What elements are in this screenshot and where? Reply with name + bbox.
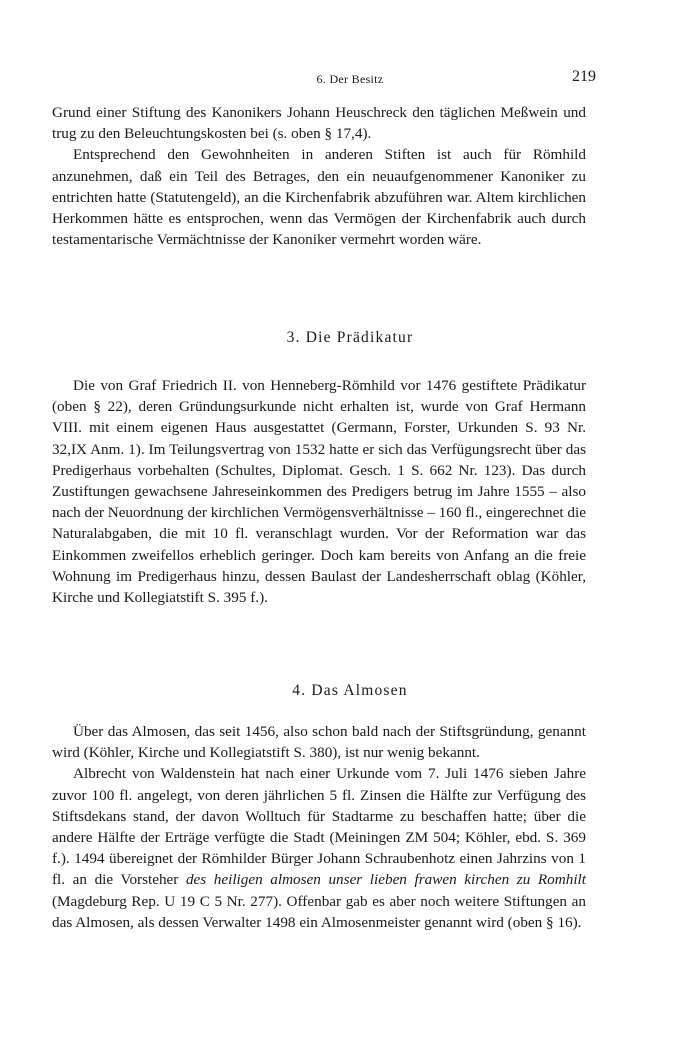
running-title: 6. Der Besitz (316, 72, 384, 86)
paragraph-praedikatur: Die von Graf Friedrich II. von Henneberg-Römhild vor 1476 gestiftete Prädikatur (oben § 22), deren Gründungsurkunde nicht erhalten ist, wurde von Graf Hermann VIII. mit einem eigenen Haus ausgestattet (Germann, Forster, Urkunden S. 93 Nr. 32,IX Anm. 1). Im Teilungsvertrag von 1532 hatte er sich das Verfügungsrecht über das Predigerhaus vorbehalten (Schultes, Diplomat. Gesch. 1 S. 662 Nr. 123). Das durch Zustiftungen gewachsene Jahreseinkommen des Predigers betrug im Jahre 1555 – also nach der Neuordnung der kirchlichen Vermögensverhältnisse – 160 fl., eingerechnet die Naturalabgaben, die mit 10 fl. veranschlagt wurden. Vor der Reformation war das Einkommen zweifellos erheblich geringer. Doch kam bereits von Anfang an die freie Wohnung im Predigerhaus hinzu, dessen Baulast der Landesherrschaft oblag (Köhler, Kirche und Kollegiatstift S. 395 f.). (52, 377, 586, 607)
paragraph-almosen-intro: Über das Almosen, das seit 1456, also schon bald nach der Stiftsgründung, genannt wird (Köhler, Kirche und Kollegiatstift S. 380), ist nur wenig bekannt. (52, 723, 586, 762)
italic-quotation: des heiligen almosen unser lieben frawen kirchen zu Romhilt (185, 871, 586, 889)
paragraph-continuation: Grund einer Stiftung des Kanonikers Johann Heuschreck den täglichen Meßwein und trug zu den Beleuchtungskosten bei (s. oben § 17,4). (52, 104, 586, 143)
paragraph-statutengeld: Entsprechend den Gewohnheiten in anderen Stiften ist auch für Römhild anzunehmen, daß ein Teil des Betrages, den ein neuaufgenommener Kanoniker zu entrichten hatte (Statutengeld), an die Kirchenfabrik abzuführen war. Altem kirchlichen Herkommen hätte es entsprochen, wenn das Vermögen der Kirchenfabrik auch durch testamentarische Vermächtnisse der Kanoniker vermehrt worden wäre. (52, 146, 586, 249)
section-heading-almosen: 4. Das Almosen (292, 682, 408, 699)
text-segment: Albrecht von Waldenstein hat nach einer Urkunde vom 7. Juli 1476 sieben Jahre zuvor 100 fl. angelegt, von deren jährlichen 5 fl. Zinsen die Hälfte zur Verfügung des Stiftsdekans stand, der davon Wolltuch für Stadtarme zu beschaffen hatte; über die andere Hälfte der Erträge verfügte die Stadt (Meiningen ZM 504; Köhler, ebd. S. 369 f.). 1494 übereignet der Römhilder Bürger Johann Schraubenhotz einen Jahrzins von 1 fl. an die Vorsteher (52, 765, 586, 889)
text-block-almosen (52, 721, 586, 933)
text-block-praedikatur (52, 375, 586, 608)
running-head (0, 68, 700, 88)
section-heading-praedikatur: 3. Die Prädikatur (286, 329, 414, 346)
text-segment: (Magdeburg Rep. U 19 C 5 Nr. 277). Offenbar gab es aber noch weitere Stiftungen an das Almosen, als dessen Verwalter 1498 ein Almosenmeister genannt wird (oben § 16). (52, 892, 586, 931)
paragraph-almosen-stiftungen (52, 763, 586, 933)
page-number: 219 (572, 68, 596, 85)
text-block-kirchenfabrik (52, 102, 586, 250)
